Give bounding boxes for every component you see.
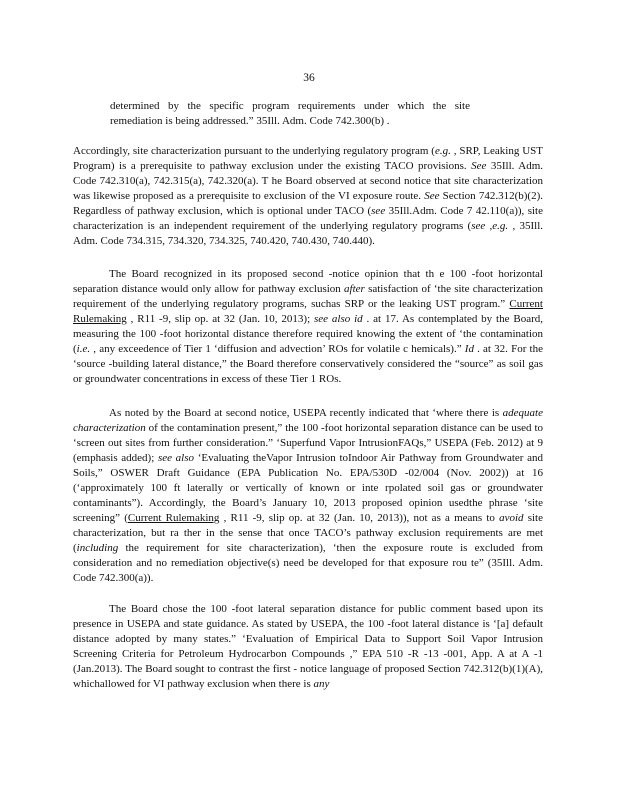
paragraph-text-run: Current Rulemaking <box>127 512 220 524</box>
paragraph-text-run: e.g. <box>492 220 509 232</box>
paragraph-text-run: see <box>371 205 386 217</box>
paragraph-text-run: . at 17. As contemplated by the Board, measuring the 100 -foot horizontal distance therefore required knowing the extent of ‘the contamination ( <box>73 313 543 355</box>
paragraph-text-run: , <box>485 220 493 232</box>
paragraph-text-run: 35Ill.Adm. Code 7 42.110(a)), site characterization is an independent requirement of the underlying regulatory programs ( <box>73 205 543 232</box>
paragraph-text-run: . at 32. For the ‘source -building lateral distance,” the Board therefore conservatively considered the “source” as soil gas or groundwater concentrations in excess of these Tier 1 ROs. <box>73 343 543 385</box>
paragraph-text-run: after <box>344 283 365 295</box>
paragraph-site-characterization <box>73 144 543 249</box>
paragraph-text-run: see also <box>157 452 195 464</box>
paragraph-text-run: including <box>76 542 119 554</box>
paragraph-text-run: , SRP, Leaking UST Program) is a prerequisite to pathway exclusion under the existing TACO provisions. <box>73 145 543 172</box>
paragraph-text-run: Id <box>464 343 474 355</box>
paragraph-text-run: , R11 -9, slip op. at 32 (Jan. 10, 2013)), not as a means to <box>219 512 500 524</box>
paragraph-text-run: ‘Evaluating theVapor Intrusion toIndoor Air Pathway from Groundwater and Soils,” OSWER Draft Guidance (EPA Publication No. EPA/530D -02/004 (Nov. 2002)) at 16 (‘approximately 100 ft laterally or vertically of known or inte rpolated soil gas or groundwater contaminants”). Accordingly, the Board’s January 10, 2013 proposed opinion usedthe phrase ‘site screening” ( <box>73 452 543 524</box>
block-quote: determined by the specific program requirements under which the site remediation is being addressed.” 35Ill. Adm. Code 742.300(b) . <box>110 100 470 127</box>
paragraph-text-run: Section 742.312(b)(2). Regardless of pathway exclusion, which is optional under TACO ( <box>73 190 543 217</box>
page-number: 36 <box>303 72 315 84</box>
paragraph-text-run: of the contamination present,” the 100 -foot horizontal separation distance can be used to ‘screen out sites from further consideration.” ‘Superfund Vapor IntrusionFAQs,” USEPA (Feb. 2012) at 9 (emphasis added); <box>73 422 543 464</box>
paragraph-text-run: any <box>313 678 330 690</box>
paragraph-text-run: avoid <box>499 512 524 524</box>
paragraph-text-run: site characterization, but ra ther in the sense that once TACO’s pathway exclusion requirements are met ( <box>73 512 543 554</box>
paragraph-text-run: Accordingly, site characterization pursuant to the underlying regulatory program ( <box>73 145 435 157</box>
paragraph-text-run: , 35Ill. Adm. Code 734.315, 734.320, 734.325, 740.420, 740.430, 740.440). <box>73 220 544 247</box>
paragraph-text-run: 35Ill. Adm. Code 742.310(a), 742.315(a), 742.320(a). T he Board observed at second notice that site characterization was likewise proposed as a prerequisite to exclusion of the VI exposure route. <box>73 160 544 202</box>
paragraph-text-run: See <box>424 190 440 202</box>
paragraph-text-run: adequate characterization <box>73 407 543 434</box>
paragraph-text-run: See <box>471 160 487 172</box>
paragraph-text-run: The Board chose the 100 -foot lateral separation distance for public comment based upon its presence in USEPA and state guidance. As stated by USEPA, the 100 -foot lateral distance is ‘[a] default distance adopted by many states.” ‘Evaluation of Empirical Data to Support Soil Vapor Intrusion Screening Criteria for Petroleum Hydrocarbon Compounds ,” EPA 510 -R -13 -001, App. A at A -1 (Jan.2013). The Board sought to contrast the first - notice language of proposed Section 742.312(b)(1)(A), whichallowed for VI pathway exclusion when there is <box>73 603 543 690</box>
paragraph-text-run: the requirement for site characterization), ‘then the exposure route is excluded from consideration and no remediation objective(s) need be developed for that exposure rou te” (35Ill. Adm. Code 742.300(a)). <box>73 542 543 584</box>
paragraph-usepa-noted <box>73 406 543 586</box>
paragraph-board-recognized <box>73 267 543 387</box>
paragraph-text-run: Current Rulemaking <box>73 298 543 325</box>
paragraph-text-run: As noted by the Board at second notice, USEPA recently indicated that ‘where there is <box>109 407 503 419</box>
paragraph-text-run: , R11 -9, slip op. at 32 (Jan. 10, 2013); <box>126 313 315 325</box>
paragraph-text-run: see also id <box>314 313 363 325</box>
paragraph-text-run: see <box>471 220 486 232</box>
paragraph-text-run: i.e. <box>76 343 91 355</box>
paragraph-text-run: The Board recognized in its proposed second -notice opinion that th e 100 -foot horizontal separation distance would only allow for pathway exclusion <box>73 268 543 295</box>
paragraph-board-chose <box>73 602 543 692</box>
paragraph-text-run: , any exceedence of Tier 1 ‘diffusion and advection’ ROs for volatile c hemicals).” <box>90 343 465 355</box>
paragraph-text-run: e.g. <box>434 145 451 157</box>
paragraph-text-run: satisfaction of ‘the site characterization requirement of the underlying regulatory programs, suchas SRP or the leaking UST program.” <box>73 283 543 310</box>
